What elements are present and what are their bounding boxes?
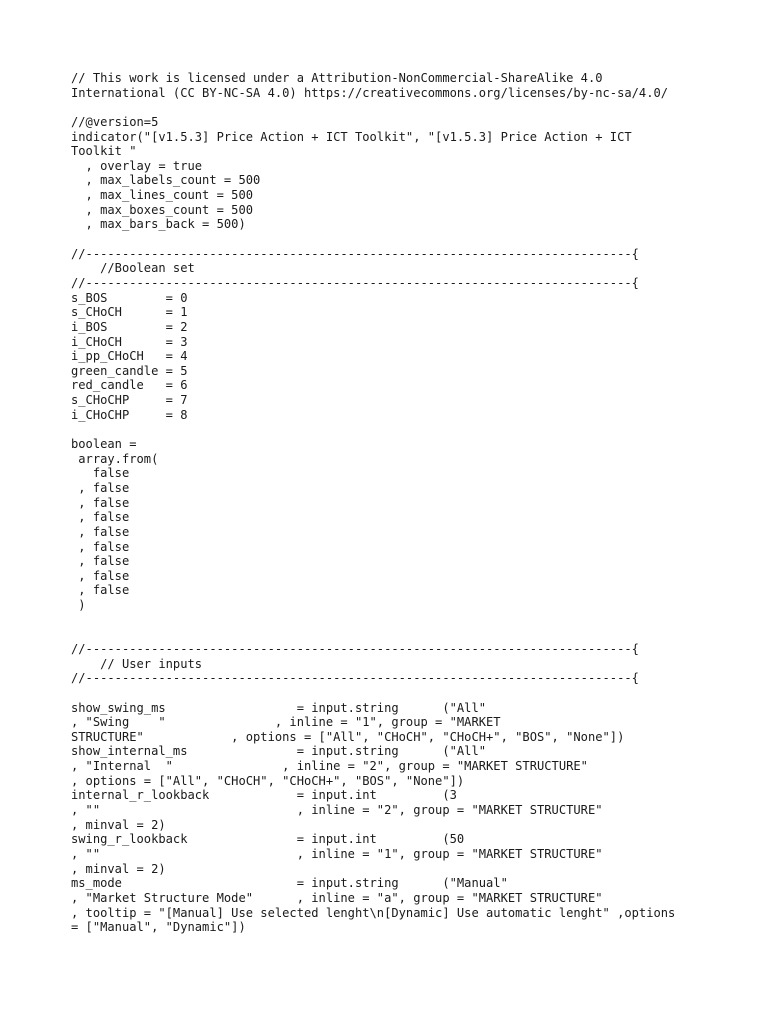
code-line: , false	[71, 554, 130, 569]
code-line: , options = ["All", "CHoCH", "CHoCH+", "BOS", "None"])	[71, 773, 465, 788]
code-line: , "" , inline = "2", group = "MARKET STRUCTURE"	[71, 803, 603, 818]
code-line: swing_r_lookback = input.int (50	[71, 832, 465, 847]
code-line: i_pp_CHoCH = 4	[71, 349, 188, 364]
code-line: , max_bars_back = 500)	[71, 217, 246, 232]
code-line: , tooltip = "[Manual] Use selected lenght\n[Dynamic] Use automatic lenght" ,options	[71, 905, 676, 920]
code-line: STRUCTURE" , options = ["All", "CHoCH", "CHoCH+", "BOS", "None"])	[71, 729, 625, 744]
code-line: , false	[71, 495, 130, 510]
code-line: , "" , inline = "1", group = "MARKET STRUCTURE"	[71, 846, 603, 861]
code-line: , false	[71, 510, 130, 525]
code-line	[71, 627, 731, 642]
code-line: , false	[71, 568, 130, 583]
code-line: , false	[71, 583, 130, 598]
code-line: array.from(	[71, 451, 159, 466]
code-line: //@version=5	[71, 114, 159, 129]
code-line	[71, 613, 731, 628]
code-line: show_internal_ms = input.string ("All"	[71, 744, 487, 759]
code-line: , max_labels_count = 500	[71, 173, 261, 188]
code-line: ms_mode = input.string ("Manual"	[71, 876, 508, 891]
code-line: i_CHoCH = 3	[71, 334, 188, 349]
code-line: s_CHoCH = 1	[71, 305, 188, 320]
code-line: // User inputs	[71, 656, 203, 671]
code-line: , minval = 2)	[71, 817, 166, 832]
code-line: false	[71, 466, 130, 481]
code-line: //---------------------------------------------------------------------------{	[71, 671, 639, 686]
code-line	[71, 422, 731, 437]
code-line: , "Market Structure Mode" , inline = "a", group = "MARKET STRUCTURE"	[71, 890, 603, 905]
code-line: //---------------------------------------------------------------------------{	[71, 275, 639, 290]
code-line: red_candle = 6	[71, 378, 188, 393]
code-line: , "Internal " , inline = "2", group = "MARKET STRUCTURE"	[71, 759, 588, 774]
code-listing	[71, 71, 731, 935]
code-line: , false	[71, 524, 130, 539]
code-line: //---------------------------------------------------------------------------{	[71, 246, 639, 261]
code-line: s_CHoCHP = 7	[71, 393, 188, 408]
code-line: // This work is licensed under a Attribution-NonCommercial-ShareAlike 4.0	[71, 71, 603, 85]
code-line	[71, 100, 731, 115]
code-line	[71, 232, 731, 247]
code-line	[71, 686, 731, 701]
code-line: s_BOS = 0	[71, 290, 188, 305]
code-line: = ["Manual", "Dynamic"])	[71, 920, 246, 935]
code-line: boolean =	[71, 437, 137, 452]
code-line: International (CC BY-NC-SA 4.0) https://creativecommons.org/licenses/by-nc-sa/4.0/	[71, 85, 669, 100]
code-line: , max_lines_count = 500	[71, 188, 254, 203]
code-line: , minval = 2)	[71, 861, 166, 876]
code-line: Toolkit "	[71, 144, 137, 159]
code-line: , overlay = true	[71, 158, 203, 173]
code-line: //Boolean set	[71, 261, 195, 276]
code-line: //---------------------------------------------------------------------------{	[71, 641, 639, 656]
code-line: , max_boxes_count = 500	[71, 202, 254, 217]
code-line: i_BOS = 2	[71, 319, 188, 334]
code-line: , false	[71, 539, 130, 554]
code-line: green_candle = 5	[71, 363, 188, 378]
code-line: internal_r_lookback = input.int (3	[71, 788, 457, 803]
code-line: indicator("[v1.5.3] Price Action + ICT Toolkit", "[v1.5.3] Price Action + ICT	[71, 129, 632, 144]
code-line: show_swing_ms = input.string ("All"	[71, 700, 487, 715]
code-line: )	[71, 598, 86, 613]
code-line: i_CHoCHP = 8	[71, 407, 188, 422]
code-line: , false	[71, 480, 130, 495]
code-line: , "Swing " , inline = "1", group = "MARKET	[71, 715, 501, 730]
